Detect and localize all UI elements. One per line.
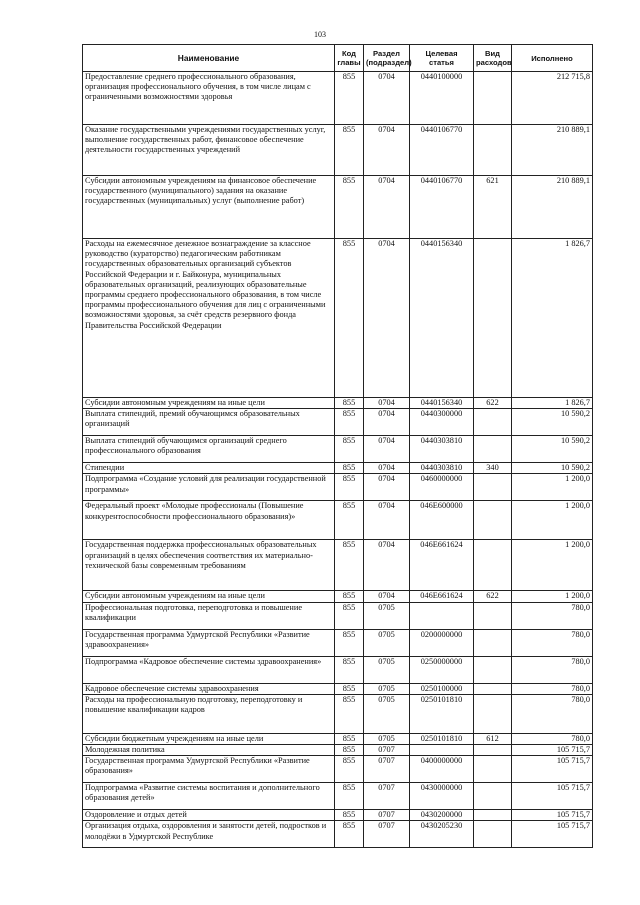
page-number: 103 <box>314 30 326 39</box>
cell-name: Стипендии <box>83 463 335 474</box>
table-row <box>83 501 593 540</box>
cell-name: Субсидии бюджетным учреждениям на иные цели <box>83 733 335 744</box>
cell-article: 0250000000 <box>410 656 474 683</box>
table-row <box>83 463 593 474</box>
header-name: Наименование <box>83 45 335 72</box>
cell-executed: 105 715,7 <box>512 756 593 783</box>
cell-section: 0704 <box>364 72 410 125</box>
cell-name: Государственная поддержка профессиональных образовательных организаций в целях обеспечения соответствия их материально-технической базы современным требованиям <box>83 540 335 591</box>
cell-executed: 1 200,0 <box>512 501 593 540</box>
header-executed: Исполнено <box>512 45 593 72</box>
cell-code: 855 <box>335 176 364 239</box>
cell-article: 0440156340 <box>410 398 474 409</box>
cell-article: 0440106770 <box>410 176 474 239</box>
cell-type: 340 <box>474 463 512 474</box>
cell-name: Федеральный проект «Молодые профессионалы (Повышение конкурентоспособности профессионального образования)» <box>83 501 335 540</box>
cell-name: Государственная программа Удмуртской Республики «Развитие образования» <box>83 756 335 783</box>
cell-section: 0704 <box>364 501 410 540</box>
cell-section: 0704 <box>364 591 410 602</box>
cell-article: 0460000000 <box>410 474 474 501</box>
cell-code: 855 <box>335 501 364 540</box>
table-row <box>83 540 593 591</box>
table-row <box>83 745 593 756</box>
cell-article: 0440303810 <box>410 463 474 474</box>
cell-type <box>474 540 512 591</box>
cell-type <box>474 756 512 783</box>
cell-code: 855 <box>335 463 364 474</box>
cell-section: 0704 <box>364 463 410 474</box>
cell-article: 0400000000 <box>410 756 474 783</box>
cell-type <box>474 656 512 683</box>
cell-code: 855 <box>335 602 364 629</box>
cell-code: 855 <box>335 540 364 591</box>
cell-section: 0705 <box>364 602 410 629</box>
cell-name: Оздоровление и отдых детей <box>83 810 335 821</box>
cell-type: 622 <box>474 591 512 602</box>
cell-article: 0430200000 <box>410 810 474 821</box>
cell-section: 0704 <box>364 176 410 239</box>
cell-type <box>474 239 512 398</box>
cell-type <box>474 694 512 733</box>
table-row <box>83 409 593 436</box>
cell-type <box>474 810 512 821</box>
table-row <box>83 436 593 463</box>
table-row <box>83 629 593 656</box>
table-row <box>83 602 593 629</box>
cell-name: Выплата стипендий обучающимся организаций среднего профессионального образования <box>83 436 335 463</box>
cell-article <box>410 745 474 756</box>
cell-name: Субсидии автономным учреждениям на иные цели <box>83 591 335 602</box>
cell-code: 855 <box>335 125 364 176</box>
cell-article: 046E661624 <box>410 591 474 602</box>
table-row <box>83 733 593 744</box>
cell-section: 0704 <box>364 474 410 501</box>
table-row <box>83 239 593 398</box>
cell-executed: 780,0 <box>512 694 593 733</box>
cell-type <box>474 409 512 436</box>
cell-section: 0704 <box>364 540 410 591</box>
cell-name: Субсидии автономным учреждениям на финансовое обеспечение государственного (муниципального) задания на оказание государственных (муниципальных) услуг (выполнение работ) <box>83 176 335 239</box>
cell-type <box>474 683 512 694</box>
cell-executed: 780,0 <box>512 602 593 629</box>
cell-name: Расходы на ежемесячное денежное вознаграждение за классное руководство (кураторство) педагогическим работникам государственных образовательных организаций субъектов Российской Федерации и г. Байконура, муниципальных образовательных организаций, реализующих образовательные программы среднего профессионального образования, в том числе программы профессионального обучения для лиц с ограниченными возможностями здоровья, за счёт средств резервного фонда Правительства Российской Федерации <box>83 239 335 398</box>
cell-section: 0707 <box>364 810 410 821</box>
cell-section: 0705 <box>364 733 410 744</box>
cell-executed: 780,0 <box>512 656 593 683</box>
cell-name: Оказание государственными учреждениями государственных услуг, выполнение государственных работ, финансовое обеспечение деятельности государственных учреждений <box>83 125 335 176</box>
cell-code: 855 <box>335 591 364 602</box>
cell-article: 0430000000 <box>410 783 474 810</box>
cell-code: 855 <box>335 733 364 744</box>
cell-code: 855 <box>335 810 364 821</box>
cell-code: 855 <box>335 745 364 756</box>
cell-article: 0440156340 <box>410 239 474 398</box>
cell-section: 0704 <box>364 398 410 409</box>
table-row <box>83 694 593 733</box>
table-row <box>83 810 593 821</box>
cell-section: 0705 <box>364 683 410 694</box>
cell-section: 0704 <box>364 239 410 398</box>
cell-executed: 1 826,7 <box>512 239 593 398</box>
cell-code: 855 <box>335 72 364 125</box>
cell-code: 855 <box>335 694 364 733</box>
cell-executed: 1 200,0 <box>512 540 593 591</box>
table-row <box>83 821 593 848</box>
cell-type <box>474 72 512 125</box>
cell-section: 0705 <box>364 656 410 683</box>
cell-article: 046E600000 <box>410 501 474 540</box>
cell-section: 0707 <box>364 783 410 810</box>
header-code: Код главы <box>335 45 364 72</box>
cell-article: 0200000000 <box>410 629 474 656</box>
cell-executed: 105 715,7 <box>512 810 593 821</box>
cell-executed: 780,0 <box>512 683 593 694</box>
cell-code: 855 <box>335 436 364 463</box>
cell-executed: 1 200,0 <box>512 474 593 501</box>
cell-name: Субсидии автономным учреждениям на иные цели <box>83 398 335 409</box>
cell-name: Профессиональная подготовка, переподготовка и повышение квалификации <box>83 602 335 629</box>
cell-type <box>474 602 512 629</box>
table-row <box>83 591 593 602</box>
cell-executed: 780,0 <box>512 629 593 656</box>
cell-code: 855 <box>335 398 364 409</box>
cell-code: 855 <box>335 629 364 656</box>
cell-article <box>410 602 474 629</box>
cell-code: 855 <box>335 239 364 398</box>
cell-article: 0440106770 <box>410 125 474 176</box>
table-row <box>83 176 593 239</box>
cell-executed: 10 590,2 <box>512 463 593 474</box>
cell-article: 046E661624 <box>410 540 474 591</box>
cell-name: Молодежная политика <box>83 745 335 756</box>
cell-executed: 10 590,2 <box>512 409 593 436</box>
table-body <box>83 72 593 848</box>
header-type: Вид расходов <box>474 45 512 72</box>
cell-executed: 1 826,7 <box>512 398 593 409</box>
cell-section: 0704 <box>364 409 410 436</box>
cell-section: 0707 <box>364 756 410 783</box>
cell-name: Кадровое обеспечение системы здравоохранения <box>83 683 335 694</box>
cell-name: Подпрограмма «Развитие системы воспитания и дополнительного образования детей» <box>83 783 335 810</box>
table-row <box>83 656 593 683</box>
cell-executed: 210 889,1 <box>512 176 593 239</box>
cell-name: Предоставление среднего профессионального образования, организация профессионального обучения, в том числе лицам с ограниченными возможностями здоровья <box>83 72 335 125</box>
cell-name: Расходы на профессиональную подготовку, переподготовку и повышение квалификации кадров <box>83 694 335 733</box>
cell-name: Подпрограмма «Создание условий для реализации государственной программы» <box>83 474 335 501</box>
cell-code: 855 <box>335 474 364 501</box>
cell-executed: 210 889,1 <box>512 125 593 176</box>
cell-name: Выплата стипендий, премий обучающимся образовательных организаций <box>83 409 335 436</box>
table-row <box>83 756 593 783</box>
budget-table <box>82 44 593 848</box>
cell-type: 612 <box>474 733 512 744</box>
cell-article: 0250100000 <box>410 683 474 694</box>
cell-code: 855 <box>335 756 364 783</box>
table-row <box>83 72 593 125</box>
cell-section: 0704 <box>364 125 410 176</box>
cell-executed: 105 715,7 <box>512 821 593 848</box>
cell-executed: 212 715,8 <box>512 72 593 125</box>
header-article: Целевая статья <box>410 45 474 72</box>
cell-name: Государственная программа Удмуртской Республики «Развитие здравоохранения» <box>83 629 335 656</box>
cell-name: Организация отдыха, оздоровления и занятости детей, подростков и молодёжи в Удмуртской Республике <box>83 821 335 848</box>
cell-code: 855 <box>335 783 364 810</box>
cell-type: 622 <box>474 398 512 409</box>
cell-name: Подпрограмма «Кадровое обеспечение системы здравоохранения» <box>83 656 335 683</box>
cell-type <box>474 783 512 810</box>
table-row <box>83 398 593 409</box>
cell-type <box>474 125 512 176</box>
cell-section: 0704 <box>364 436 410 463</box>
cell-type <box>474 436 512 463</box>
cell-code: 855 <box>335 656 364 683</box>
cell-type: 621 <box>474 176 512 239</box>
table-row <box>83 683 593 694</box>
cell-article: 0250101810 <box>410 694 474 733</box>
table-row <box>83 783 593 810</box>
cell-article: 0250101810 <box>410 733 474 744</box>
cell-type <box>474 821 512 848</box>
header-section: Раздел (подраздел) <box>364 45 410 72</box>
cell-type <box>474 745 512 756</box>
cell-executed: 105 715,7 <box>512 783 593 810</box>
cell-code: 855 <box>335 683 364 694</box>
cell-article: 0440100000 <box>410 72 474 125</box>
table-row <box>83 125 593 176</box>
cell-executed: 105 715,7 <box>512 745 593 756</box>
cell-article: 0440303810 <box>410 436 474 463</box>
cell-code: 855 <box>335 821 364 848</box>
table-header-row <box>83 45 593 72</box>
cell-section: 0707 <box>364 821 410 848</box>
cell-article: 0440300000 <box>410 409 474 436</box>
cell-article: 0430205230 <box>410 821 474 848</box>
cell-type <box>474 629 512 656</box>
cell-code: 855 <box>335 409 364 436</box>
table-row <box>83 474 593 501</box>
cell-executed: 10 590,2 <box>512 436 593 463</box>
cell-section: 0705 <box>364 694 410 733</box>
cell-executed: 780,0 <box>512 733 593 744</box>
cell-section: 0705 <box>364 629 410 656</box>
cell-type <box>474 474 512 501</box>
cell-executed: 1 200,0 <box>512 591 593 602</box>
cell-type <box>474 501 512 540</box>
cell-section: 0707 <box>364 745 410 756</box>
